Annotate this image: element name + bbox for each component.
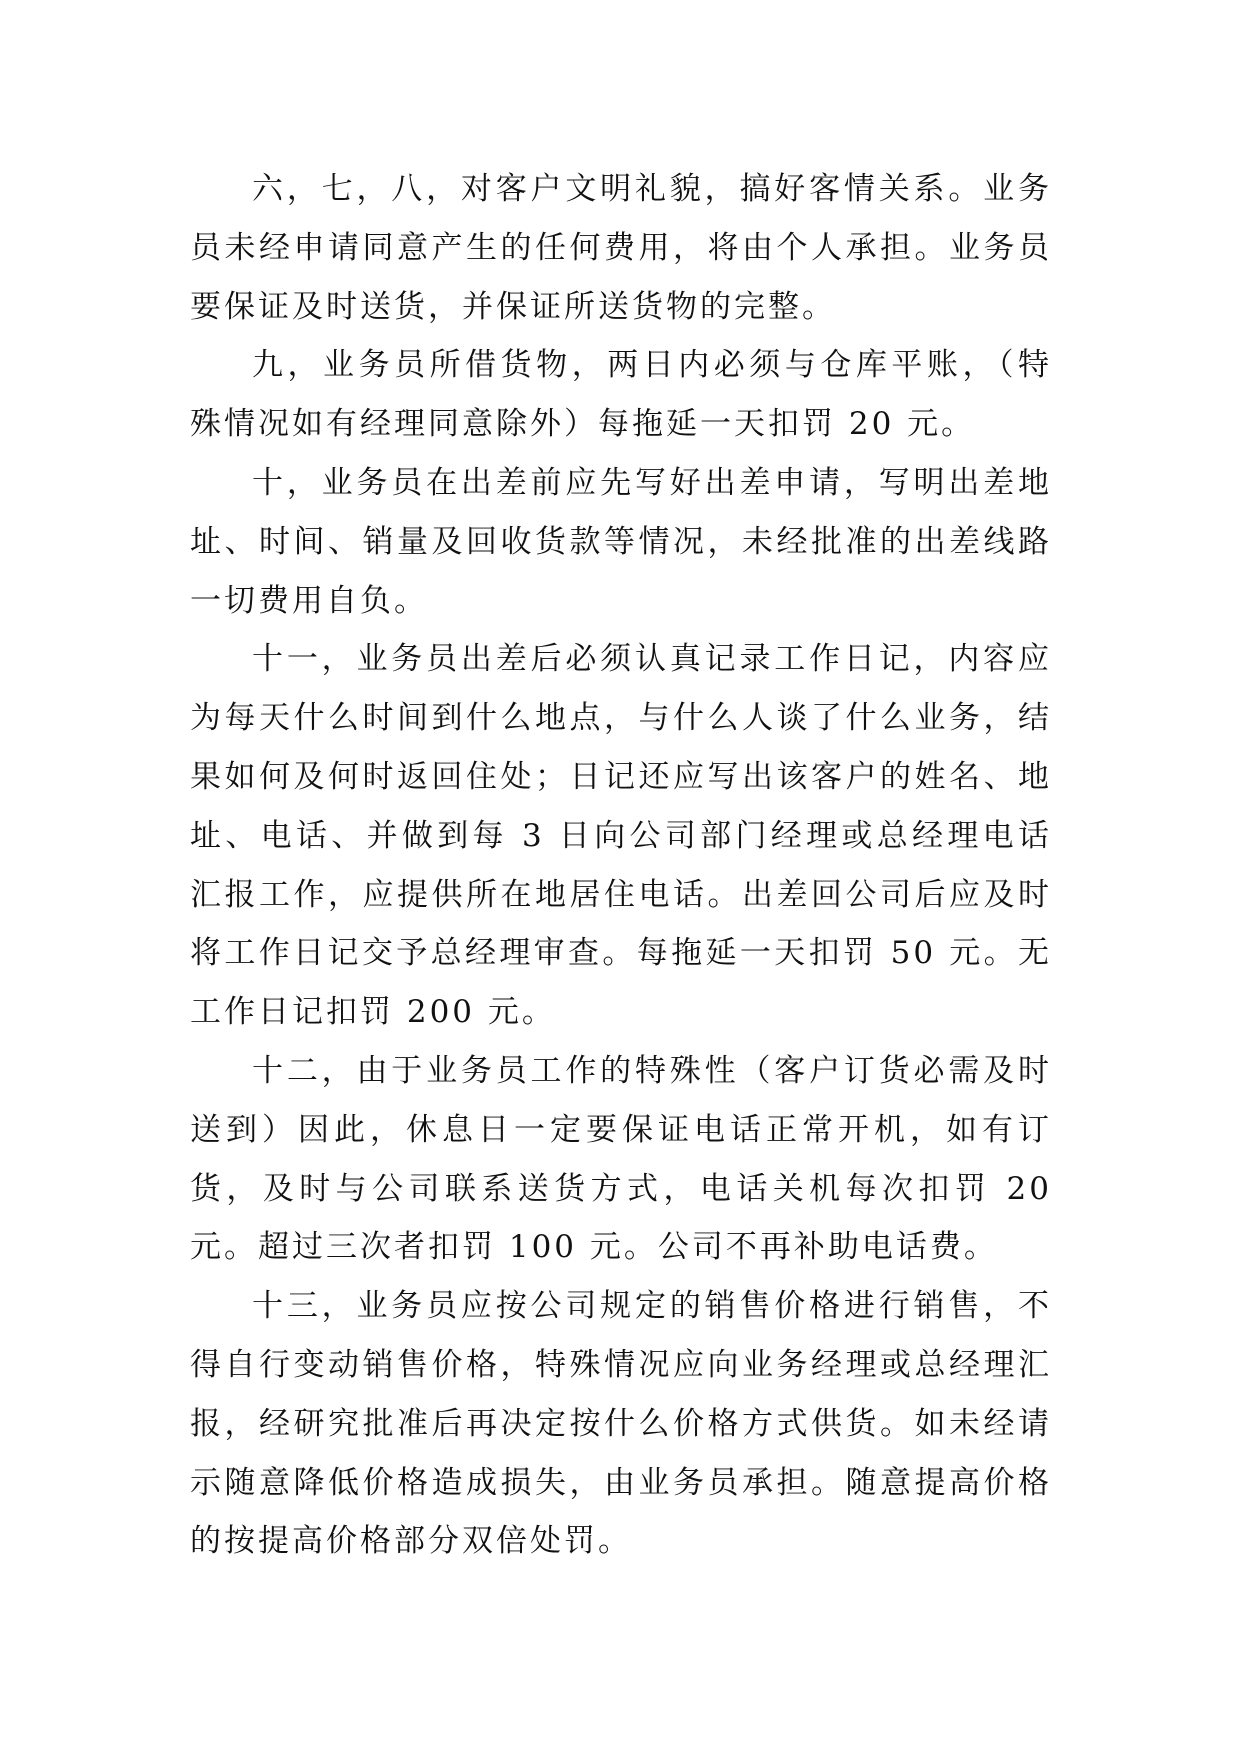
paragraph-9: 九，业务员所借货物，两日内必须与仓库平账，（特殊情况如有经理同意除外）每拖延一天扣罚 20 元。: [190, 347, 1052, 443]
paragraph-13: 十三，业务员应按公司规定的销售价格进行销售，不得自行变动销售价格，特殊情况应向业务经理或总经理汇报，经研究批准后再决定按什么价格方式供货。如未经请示随意降低价格造成损失，由业务员承担。随意提高价格的按提高价格部分双倍处罚。: [190, 1288, 1052, 1560]
paragraph-10: 十，业务员在出差前应先写好出差申请，写明出差地址、时间、销量及回收货款等情况，未经批准的出差线路一切费用自负。: [190, 464, 1052, 619]
paragraph-6-8: 六，七，八，对客户文明礼貌，搞好客情关系。业务员未经申请同意产生的任何费用，将由个人承担。业务员要保证及时送货，并保证所送货物的完整。: [190, 171, 1052, 325]
paragraph-12: 十二，由于业务员工作的特殊性（客户订货必需及时送到）因此，休息日一定要保证电话正常开机，如有订货，及时与公司联系送货方式，电话关机每次扣罚 20 元。超过三次者扣罚 100 元。公司不再补助电话费。: [190, 1052, 1052, 1266]
paragraph-11: 十一，业务员出差后必须认真记录工作日记，内容应为每天什么时间到什么地点，与什么人谈了什么业务，结果如何及何时返回住处；日记还应写出该客户的姓名、地址、电话、并做到每 3 日向公司部门经理或总经理电话汇报工作，应提供所在地居住电话。出差回公司后应及时将工作日记交予总经理审查。每拖延一天扣罚 50 元。无工作日记扣罚 200 元。: [190, 641, 1052, 1031]
document-body: [190, 160, 1052, 1571]
